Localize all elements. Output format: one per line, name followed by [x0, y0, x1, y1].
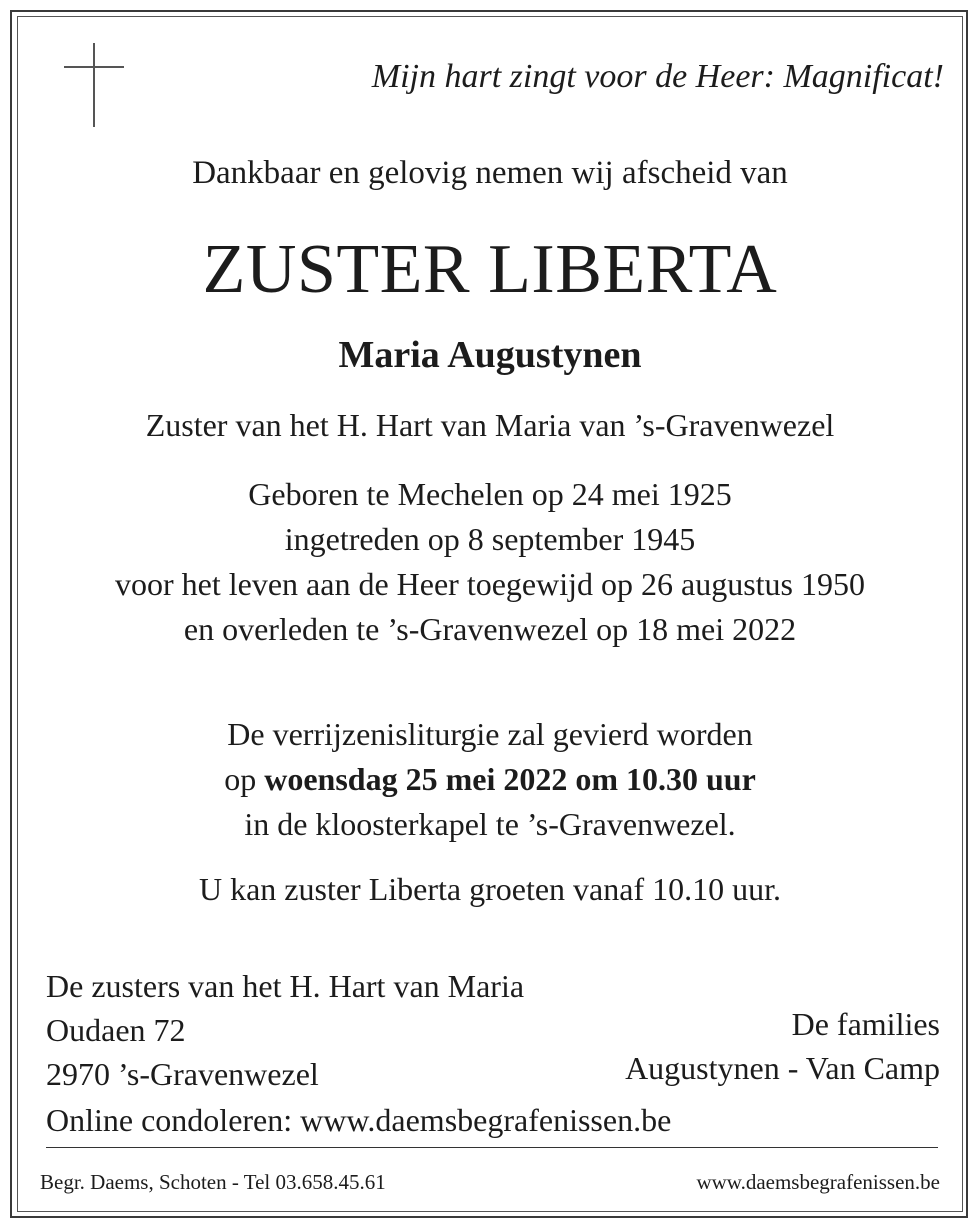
liturgy-announcement — [0, 712, 980, 847]
families-block — [625, 1002, 940, 1090]
footer-funeral-home: Begr. Daems, Schoten - Tel 03.658.45.61 — [40, 1170, 386, 1194]
cross-horizontal-bar — [64, 66, 124, 68]
cross-vertical-bar — [93, 43, 95, 127]
motto-text: Mijn hart zingt voor de Heer: Magnificat! — [371, 58, 944, 95]
liturgy-line-3: in de kloosterkapel te ’s-Gravenwezel. — [244, 806, 736, 842]
liturgy-prefix: op — [224, 761, 265, 797]
bio-birth: Geboren te Mechelen op 24 mei 1925 — [248, 476, 732, 512]
sisters-street: Oudaen 72 — [46, 1012, 186, 1048]
sisters-city: 2970 ’s-Gravenwezel — [46, 1056, 319, 1092]
bio-death: en overleden te ’s-Gravenwezel op 18 mei 2022 — [183, 611, 797, 647]
visitation-text: U kan zuster Liberta groeten vanaf 10.10 uur. — [198, 871, 781, 907]
bio-vows: voor het leven aan de Heer toegewijd op 26 augustus 1950 — [114, 566, 865, 602]
deceased-name: Maria Augustynen — [338, 334, 642, 376]
divider — [46, 1147, 938, 1148]
families-names: Augustynen - Van Camp — [625, 1050, 940, 1086]
deceased-title: ZUSTER LIBERTA — [202, 231, 778, 308]
religious-order: Zuster van het H. Hart van Maria van ’s-Gravenwezel — [145, 407, 835, 443]
liturgy-datetime: woensdag 25 mei 2022 om 10.30 uur — [264, 761, 756, 797]
bio-entered: ingetreden op 8 september 1945 — [284, 521, 696, 557]
sisters-address — [46, 964, 524, 1096]
online-condolence-text: Online condoleren: www.daemsbegrafenissen.be — [46, 1102, 672, 1138]
liturgy-line-1: De verrijzenisliturgie zal gevierd worden — [227, 716, 753, 752]
liturgy-line-2 — [0, 757, 980, 802]
footer-website: www.daemsbegrafenissen.be — [696, 1170, 940, 1194]
sisters-name: De zusters van het H. Hart van Maria — [46, 968, 525, 1004]
biography — [0, 472, 980, 652]
families-label: De families — [791, 1006, 940, 1042]
intro-text: Dankbaar en gelovig nemen wij afscheid van — [192, 155, 788, 191]
